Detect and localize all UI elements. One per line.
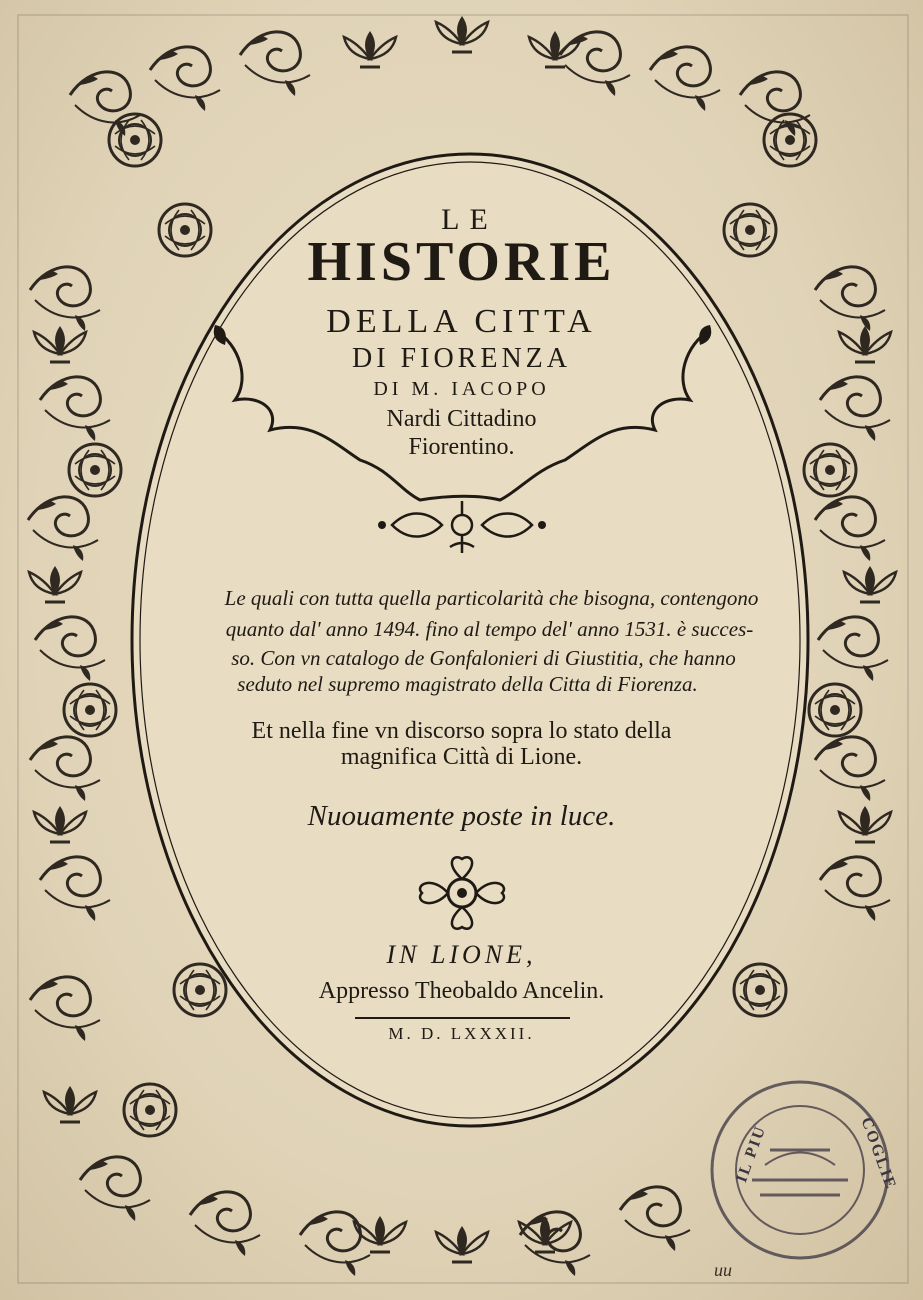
- description-line-2: quanto dal' anno 1494. fino al tempo del' anno 1531. è succes-: [225, 617, 754, 641]
- stamp-text-right: COGLIE: [857, 1115, 900, 1193]
- title-le: LE: [441, 203, 498, 236]
- description-line-1: Le quali con tutta quella particolarità che bisogna, contengono: [224, 586, 759, 610]
- title-historie: HISTORIE: [307, 231, 616, 293]
- handwritten-mark: uu: [714, 1260, 732, 1280]
- title-di-fiorenza: DI FIORENZA: [352, 343, 571, 374]
- stamp-text-left: IL PIU: [733, 1122, 770, 1185]
- nuovamente-line: Nuouamente poste in luce.: [307, 800, 616, 832]
- author-line: DI M. IACOPO: [373, 378, 550, 400]
- description-line-3: so. Con vn catalogo de Gonfalonieri di Giustitia, che hanno: [231, 646, 736, 670]
- imprint-year: M. D. LXXXII.: [388, 1024, 535, 1043]
- title-della-citta: DELLA CITTA: [326, 303, 597, 340]
- discorso-line-1: Et nella fine vn discorso sopra lo stato della: [251, 718, 672, 744]
- author-origin: Fiorentino.: [408, 434, 515, 460]
- author-name: Nardi Cittadino: [386, 406, 537, 432]
- description-line-4: seduto nel supremo magistrato della Citta di Fiorenza.: [237, 672, 698, 696]
- imprint-city: IN LIONE,: [386, 940, 537, 969]
- imprint-printer: Appresso Theobaldo Ancelin.: [318, 978, 605, 1004]
- discorso-line-2: magnifica Città di Lione.: [340, 744, 583, 770]
